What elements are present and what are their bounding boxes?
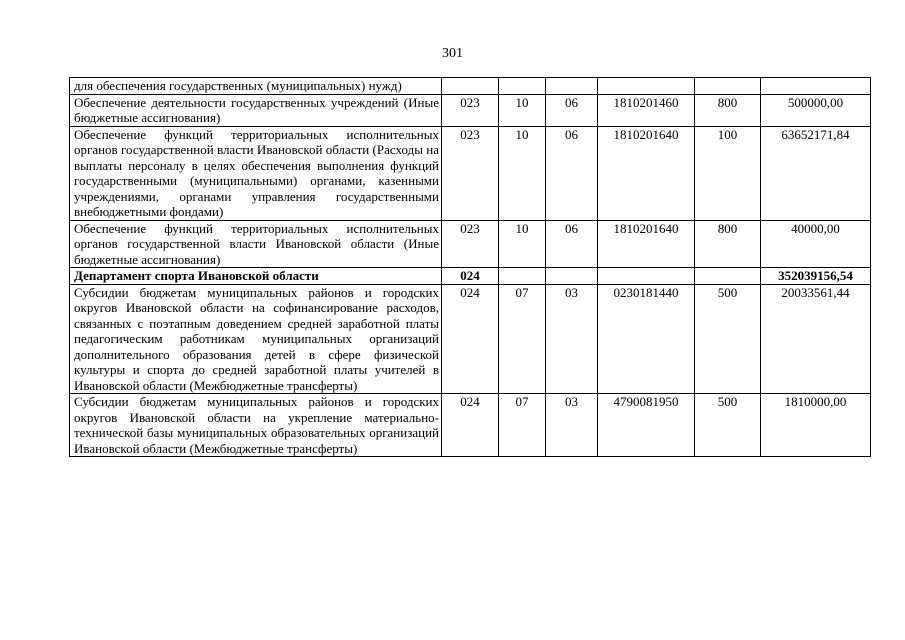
- amount-cell: 1810000,00: [761, 394, 871, 457]
- table-row: [70, 220, 871, 268]
- section-code-cell: 07: [499, 284, 546, 394]
- section-code-cell: 07: [499, 394, 546, 457]
- ministry-code-cell: 024: [442, 268, 499, 285]
- subsection-code-cell: 06: [546, 220, 598, 268]
- section-code-cell: [499, 78, 546, 95]
- amount-cell: [761, 78, 871, 95]
- target-article-cell: [598, 268, 695, 285]
- expense-type-cell: 100: [695, 126, 761, 220]
- budget-table: [69, 77, 871, 457]
- target-article-cell: 4790081950: [598, 394, 695, 457]
- row-name-cell: Департамент спорта Ивановской области: [70, 268, 442, 285]
- amount-cell: 500000,00: [761, 94, 871, 126]
- target-article-cell: 1810201460: [598, 94, 695, 126]
- expense-type-cell: 500: [695, 284, 761, 394]
- expense-type-cell: 800: [695, 94, 761, 126]
- amount-cell: 352039156,54: [761, 268, 871, 285]
- row-name-cell: Обеспечение деятельности государственных учреждений (Иные бюджетные ассигнования): [70, 94, 442, 126]
- target-article-cell: 1810201640: [598, 126, 695, 220]
- target-article-cell: 1810201640: [598, 220, 695, 268]
- table-row: [70, 394, 871, 457]
- target-article-cell: 0230181440: [598, 284, 695, 394]
- section-code-cell: 10: [499, 94, 546, 126]
- subsection-code-cell: 06: [546, 94, 598, 126]
- expense-type-cell: [695, 78, 761, 95]
- expense-type-cell: 800: [695, 220, 761, 268]
- subsection-code-cell: [546, 268, 598, 285]
- row-name-cell: Субсидии бюджетам муниципальных районов и городских округов Ивановской области на софинансирование расходов, связанных с поэтапным доведением средней заработной платы педагогическим работникам муниципальных организаций дополнительного образования детей в сфере физической культуры и спорта до средней заработной платы учителей в Ивановской области (Межбюджетные трансферты): [70, 284, 442, 394]
- table-row: [70, 126, 871, 220]
- amount-cell: 63652171,84: [761, 126, 871, 220]
- department-row: [70, 268, 871, 285]
- table-row: [70, 94, 871, 126]
- amount-cell: 40000,00: [761, 220, 871, 268]
- ministry-code-cell: 024: [442, 394, 499, 457]
- section-code-cell: 10: [499, 220, 546, 268]
- subsection-code-cell: 06: [546, 126, 598, 220]
- ministry-code-cell: [442, 78, 499, 95]
- table-body: [70, 78, 871, 457]
- row-name-cell: Обеспечение функций территориальных исполнительных органов государственной власти Ивановской области (Расходы на выплаты персоналу в целях обеспечения выполнения функций государственными (муниципальными) органами, казенными учреждениями, органами управления государственными внебюджетными фондами): [70, 126, 442, 220]
- ministry-code-cell: 023: [442, 126, 499, 220]
- amount-cell: 20033561,44: [761, 284, 871, 394]
- row-name-cell: для обеспечения государственных (муниципальных) нужд): [70, 78, 442, 95]
- section-code-cell: 10: [499, 126, 546, 220]
- ministry-code-cell: 023: [442, 94, 499, 126]
- target-article-cell: [598, 78, 695, 95]
- expense-type-cell: 500: [695, 394, 761, 457]
- ministry-code-cell: 024: [442, 284, 499, 394]
- ministry-code-cell: 023: [442, 220, 499, 268]
- subsection-code-cell: 03: [546, 284, 598, 394]
- expense-type-cell: [695, 268, 761, 285]
- section-code-cell: [499, 268, 546, 285]
- row-name-cell: Обеспечение функций территориальных исполнительных органов государственной власти Ивановской области (Иные бюджетные ассигнования): [70, 220, 442, 268]
- row-name-cell: Субсидии бюджетам муниципальных районов и городских округов Ивановской области на укрепление материально-технической базы муниципальных образовательных организаций Ивановской области (Межбюджетные трансферты): [70, 394, 442, 457]
- table-row: [70, 284, 871, 394]
- subsection-code-cell: 03: [546, 394, 598, 457]
- page-number: 301: [442, 46, 463, 61]
- subsection-code-cell: [546, 78, 598, 95]
- table-row: [70, 78, 871, 95]
